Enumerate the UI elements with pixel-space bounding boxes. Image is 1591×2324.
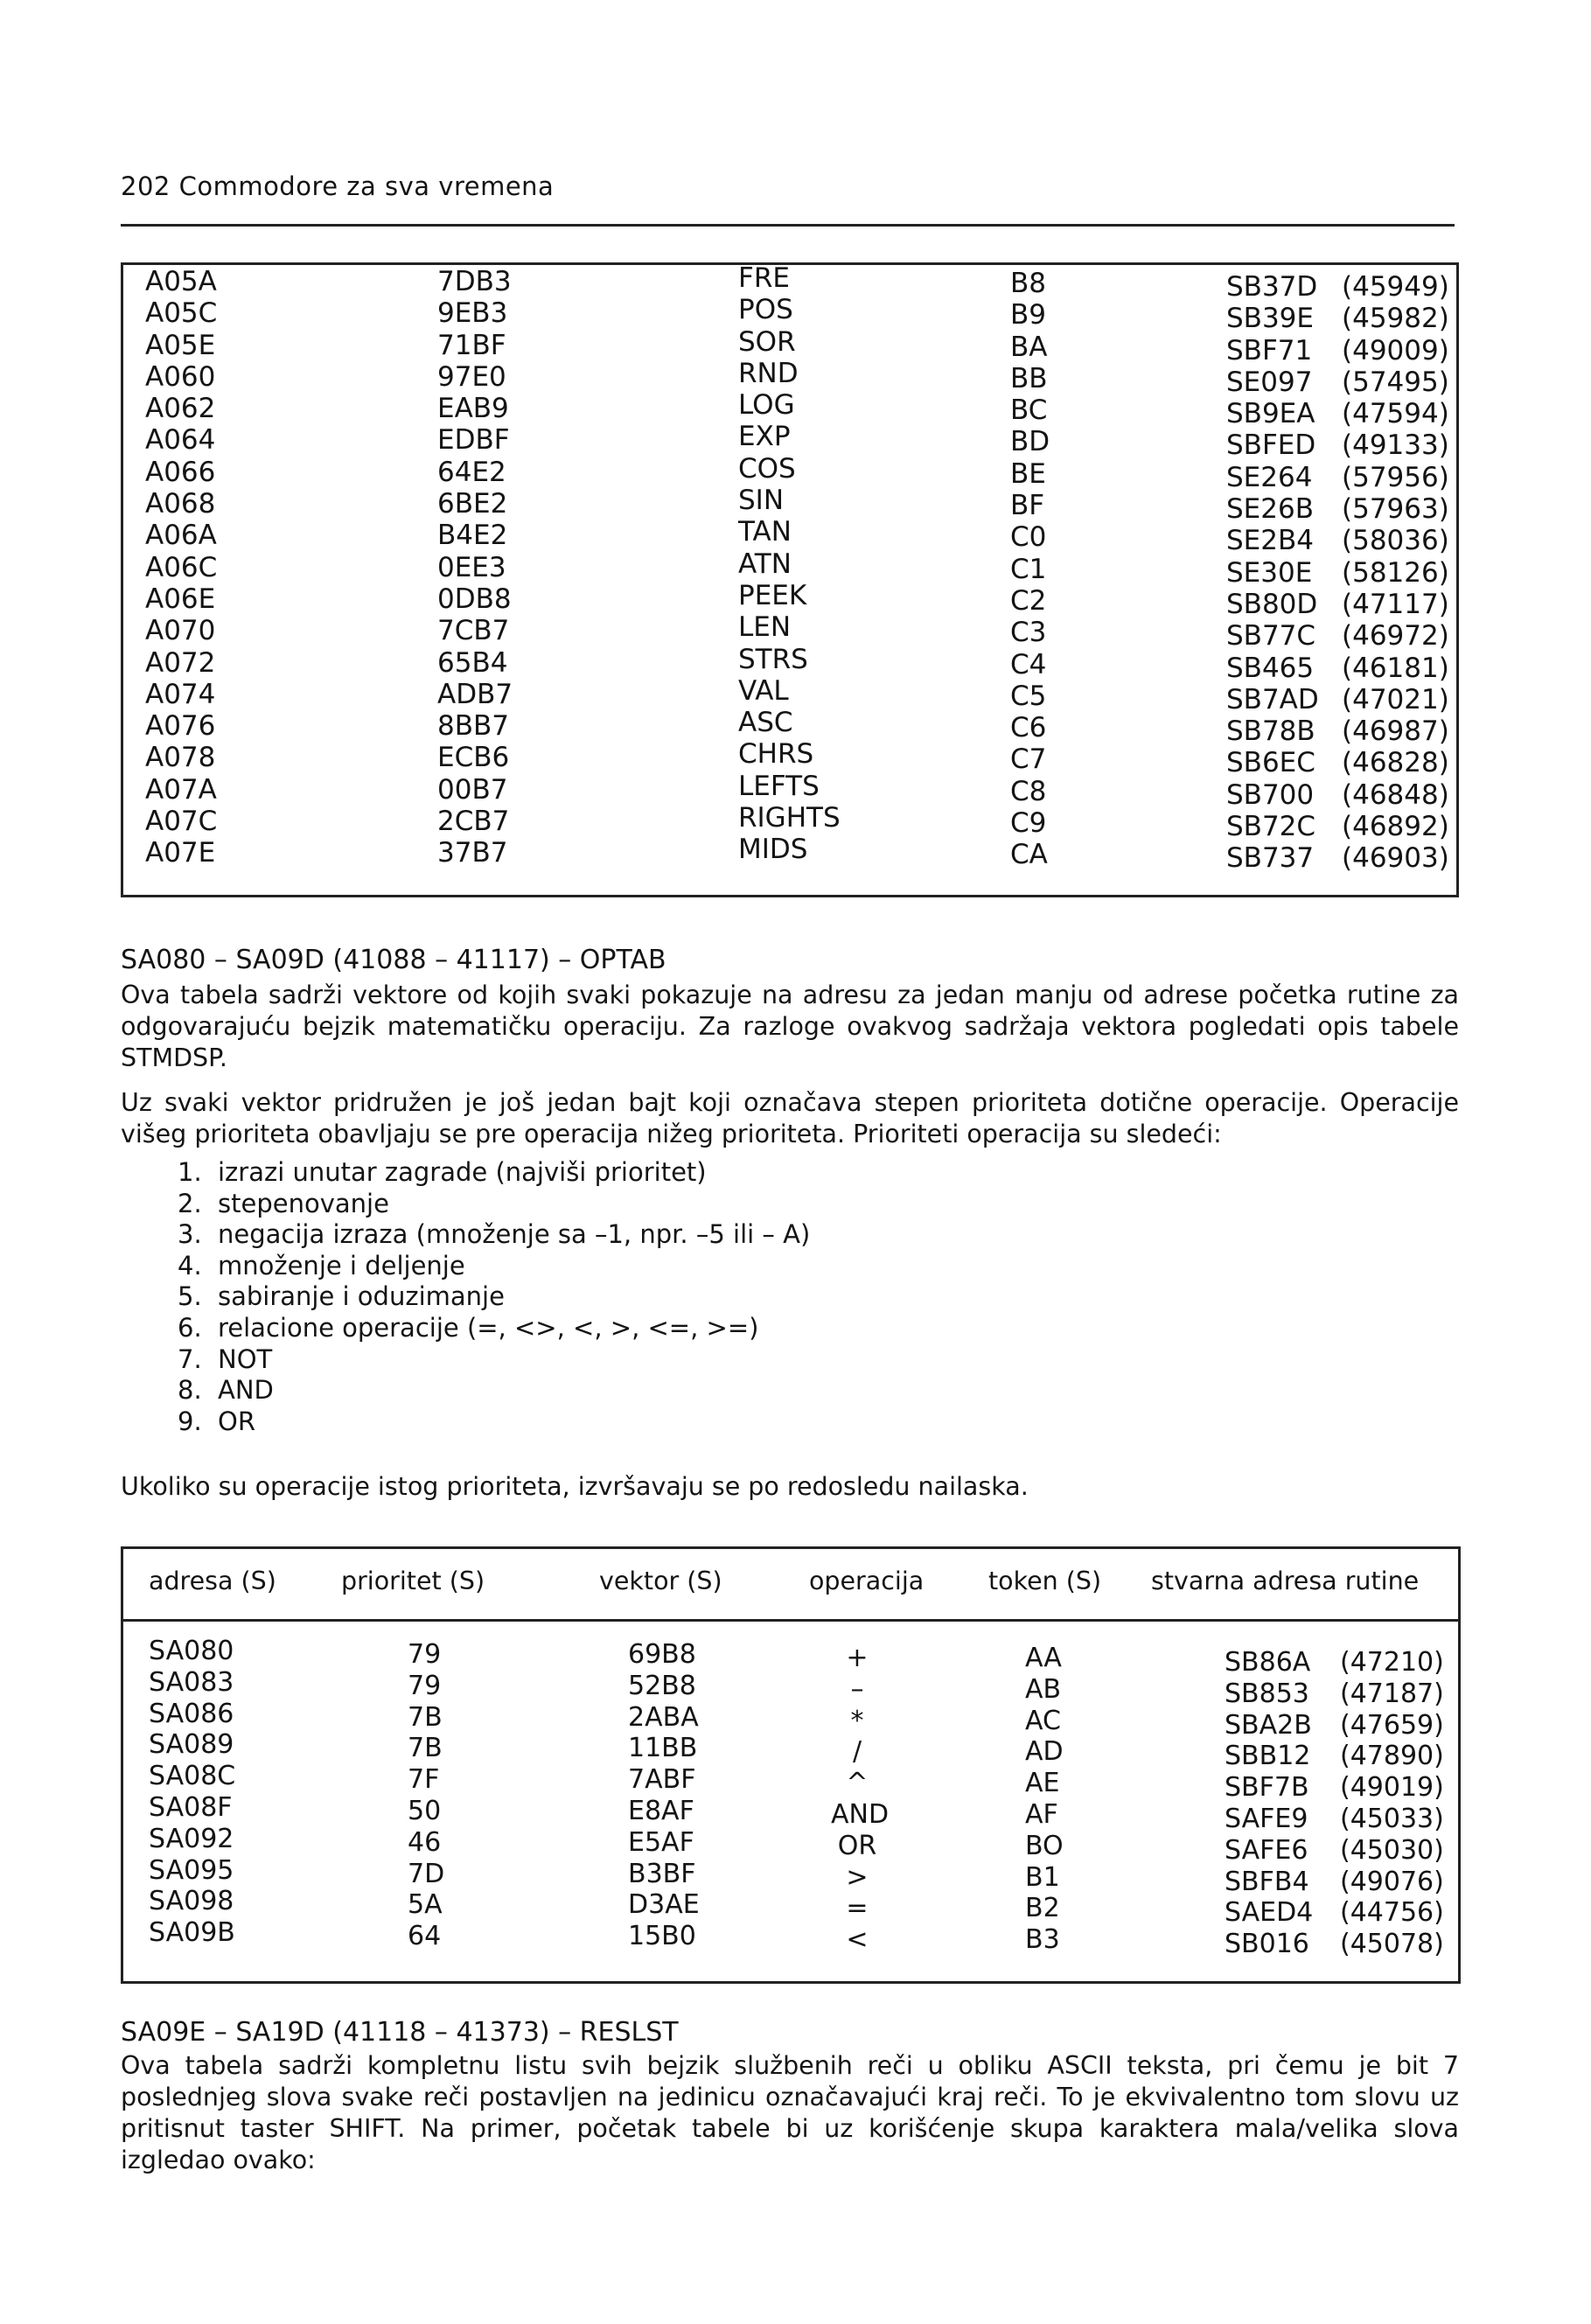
cell-op-vector: 15B0 [628, 1921, 696, 1952]
column-op-routine [1225, 1647, 1444, 1960]
list-text: AND [218, 1375, 274, 1406]
routine-hex: SE26B [1226, 493, 1314, 526]
cell-op-vector: E8AF [628, 1795, 694, 1826]
cell-token: C2 [1010, 584, 1047, 617]
cell-routine [1226, 557, 1449, 589]
cell-vector: B4E2 [437, 520, 508, 552]
routine-hex: SBF7B [1225, 1772, 1309, 1804]
list-text: stepenovanje [218, 1188, 389, 1218]
cell-routine [1226, 366, 1449, 398]
list-text: OR [218, 1406, 255, 1436]
cell-op-vector: 69B8 [628, 1639, 696, 1670]
list-text: NOT [218, 1343, 273, 1374]
list-text: množenje i deljenje [218, 1250, 465, 1281]
column-routine-address [1226, 271, 1449, 875]
cell-function-name: COS [738, 452, 796, 485]
cell-op-operation: – [850, 1673, 864, 1705]
list-number: 5. [178, 1281, 202, 1312]
cell-op-address: SA08F [149, 1791, 233, 1823]
cell-op-address: SA092 [149, 1823, 234, 1854]
list-item [178, 1219, 810, 1251]
routine-decimal: (44756) [1340, 1897, 1444, 1929]
cell-op-priority: 5A [408, 1889, 443, 1921]
routine-hex: SE30E [1226, 556, 1313, 589]
cell-op-token: B2 [1025, 1893, 1060, 1924]
routine-decimal: (46972) [1342, 620, 1449, 653]
cell-op-priority: 79 [408, 1670, 442, 1701]
cell-op-operation: < [846, 1924, 869, 1956]
cell-address: A078 [145, 742, 216, 774]
routine-hex: SB39E [1226, 303, 1314, 335]
cell-token: BB [1010, 362, 1048, 394]
cell-routine [1226, 271, 1449, 303]
list-number: 1. [178, 1157, 202, 1187]
cell-op-operation: OR [837, 1830, 877, 1861]
cell-token: BA [1010, 331, 1048, 363]
cell-op-address: SA08C [149, 1761, 236, 1792]
cell-op-operation: AND [831, 1798, 890, 1830]
routine-decimal: (47021) [1342, 683, 1449, 715]
cell-op-address: SA09B [149, 1917, 235, 1949]
cell-op-address: SA080 [149, 1636, 234, 1666]
cell-address: A076 [145, 710, 216, 743]
cell-function-name: TAN [738, 516, 792, 548]
cell-function-name: SIN [738, 485, 785, 517]
header-priority: prioritet (S) [341, 1567, 485, 1595]
column-token [1010, 268, 1050, 871]
list-item [178, 1157, 810, 1189]
routine-decimal: (47117) [1342, 588, 1449, 620]
cell-vector: 0DB8 [437, 583, 512, 615]
cell-token: BC [1010, 394, 1048, 427]
cell-function-name: RND [738, 357, 799, 389]
cell-routine [1226, 589, 1449, 620]
routine-hex: SAFE9 [1225, 1803, 1308, 1834]
routine-hex: SAFE6 [1225, 1834, 1308, 1866]
routine-decimal: (47187) [1340, 1678, 1444, 1709]
cell-op-operation: / [852, 1736, 862, 1768]
cell-op-address: SA089 [149, 1729, 234, 1761]
cell-routine [1226, 653, 1449, 684]
cell-op-routine [1225, 1772, 1444, 1804]
list-item [178, 1375, 810, 1406]
cell-op-token: AF [1025, 1798, 1058, 1830]
cell-function-name: LEN [738, 611, 792, 644]
cell-address: A06A [145, 520, 217, 552]
routine-hex: SBA2B [1225, 1709, 1312, 1741]
routine-hex: SBFED [1226, 429, 1316, 462]
cell-op-priority: 64 [408, 1921, 442, 1952]
cell-function-name: LEFTS [738, 770, 820, 802]
cell-token: C6 [1010, 712, 1047, 744]
cell-op-token: AC [1025, 1705, 1061, 1736]
routine-decimal: (49019) [1340, 1772, 1444, 1804]
running-header [121, 171, 554, 201]
cell-vector: 37B7 [437, 837, 508, 869]
cell-op-operation: * [850, 1705, 864, 1736]
cell-function-name: RIGHTS [738, 802, 841, 834]
list-item [178, 1189, 810, 1220]
cell-token: C9 [1010, 807, 1047, 840]
cell-op-priority: 79 [408, 1639, 442, 1670]
cell-op-operation: = [846, 1893, 869, 1924]
optab-title: SA080 – SA09D (41088 – 41117) – OPTAB [121, 945, 666, 975]
list-item [178, 1344, 810, 1376]
routine-decimal: (47659) [1340, 1709, 1444, 1741]
cell-op-routine [1225, 1804, 1444, 1835]
cell-token: C4 [1010, 648, 1047, 680]
routine-decimal: (45078) [1340, 1929, 1444, 1960]
cell-vector: 65B4 [437, 646, 508, 679]
routine-decimal: (45949) [1342, 271, 1449, 303]
cell-function-name: FRE [738, 262, 790, 294]
cell-op-token: AB [1025, 1673, 1062, 1705]
optab-paragraph-1: Ova tabela sadrži vektore od kojih svaki pokazuje na adresu za jedan manju od adrese početka rutine za odgovarajuću bejzik matematičku operaciju. Za razloge ovakvog sadržaja vektora pogledati opis tabele STMDSP. [121, 981, 1459, 1072]
cell-routine [1226, 303, 1449, 334]
optab-paragraph-3: Ukoliko su operacije istog prioriteta, izvršavaju se po redosledu nailaska. [121, 1472, 1029, 1501]
cell-op-address: SA086 [149, 1698, 234, 1729]
cell-address: A060 [145, 360, 216, 393]
cell-function-name: CHRS [738, 738, 814, 771]
list-text: izrazi unutar zagrade (najviši prioritet) [218, 1157, 707, 1187]
cell-routine [1226, 429, 1449, 461]
cell-op-vector: 11BB [628, 1733, 698, 1764]
cell-vector: ECB6 [437, 742, 510, 774]
routine-hex: SB72C [1226, 811, 1316, 843]
list-item [178, 1406, 810, 1438]
cell-token: C8 [1010, 775, 1047, 807]
routine-hex: SB6EC [1226, 747, 1315, 779]
cell-routine [1226, 747, 1449, 778]
cell-op-address: SA083 [149, 1666, 234, 1698]
cell-routine [1226, 779, 1449, 811]
routine-hex: SBFB4 [1225, 1866, 1309, 1897]
cell-op-routine [1225, 1710, 1444, 1741]
cell-address: A05E [145, 329, 216, 361]
cell-op-priority: 7B [408, 1733, 443, 1764]
cell-address: A05A [145, 266, 217, 297]
cell-token: B9 [1010, 299, 1046, 332]
cell-token: B8 [1010, 268, 1046, 299]
cell-address: A07A [145, 773, 217, 806]
cell-routine [1226, 811, 1449, 842]
cell-address: A07C [145, 806, 218, 838]
cell-op-routine [1225, 1929, 1444, 1960]
cell-op-priority: 7D [408, 1858, 445, 1889]
list-item [178, 1313, 810, 1344]
routine-hex: SE097 [1226, 366, 1313, 398]
list-item [178, 1281, 810, 1313]
cell-vector: EAB9 [437, 393, 509, 425]
routine-decimal: (58126) [1342, 556, 1449, 589]
cell-op-vector: 52B8 [628, 1670, 696, 1701]
cell-vector: 0EE3 [437, 551, 506, 583]
routine-hex: SB465 [1226, 652, 1315, 684]
cell-address: A072 [145, 646, 216, 679]
cell-op-vector: B3BF [628, 1858, 696, 1889]
header-address: adresa (S) [149, 1567, 276, 1595]
cell-address: A066 [145, 456, 216, 488]
cell-op-address: SA095 [149, 1854, 234, 1886]
cell-address: A06C [145, 551, 218, 583]
cell-vector: ADB7 [437, 678, 513, 710]
list-number: 7. [178, 1343, 202, 1374]
column-vector [437, 266, 513, 869]
list-number: 3. [178, 1219, 202, 1250]
routine-decimal: (47210) [1340, 1647, 1444, 1678]
routine-decimal: (46903) [1342, 842, 1449, 875]
cell-token: C1 [1010, 553, 1047, 585]
cell-function-name: ATN [738, 548, 792, 580]
cell-vector: 7CB7 [437, 615, 510, 647]
cell-address: A070 [145, 615, 216, 647]
list-number: 2. [178, 1188, 202, 1218]
routine-decimal: (49133) [1342, 429, 1449, 462]
column-op-vector [628, 1639, 700, 1952]
routine-decimal: (57495) [1342, 366, 1449, 398]
routine-hex: SB77C [1226, 620, 1316, 653]
cell-vector: 8BB7 [437, 710, 509, 743]
list-number: 8. [178, 1375, 202, 1406]
header-operation: operacija [809, 1567, 925, 1595]
cell-op-token: AA [1025, 1643, 1062, 1673]
list-number: 6. [178, 1312, 202, 1343]
cell-op-priority: 50 [408, 1795, 442, 1826]
routine-hex: SBB12 [1225, 1741, 1311, 1772]
cell-token: C0 [1010, 521, 1047, 554]
cell-token: C5 [1010, 680, 1047, 712]
table2-header-rule [122, 1619, 1458, 1622]
cell-op-routine [1225, 1647, 1444, 1678]
cell-routine [1226, 525, 1449, 556]
cell-vector: 7DB3 [437, 266, 512, 297]
cell-vector: 9EB3 [437, 297, 508, 330]
routine-hex: SB78B [1226, 715, 1315, 748]
column-op-priority [408, 1639, 444, 1952]
header-token: token (S) [988, 1567, 1102, 1595]
routine-decimal: (45982) [1342, 303, 1449, 335]
cell-op-routine [1225, 1835, 1444, 1867]
cell-token: C7 [1010, 743, 1047, 776]
cell-vector: 71BF [437, 329, 506, 361]
cell-op-routine [1225, 1741, 1444, 1772]
routine-hex: SB7AD [1226, 683, 1319, 715]
cell-token: CA [1010, 839, 1048, 871]
cell-op-routine [1225, 1867, 1444, 1898]
routine-decimal: (47594) [1342, 398, 1449, 430]
cell-function-name: PEEK [738, 579, 807, 611]
routine-decimal: (49009) [1342, 334, 1449, 366]
cell-address: A05C [145, 297, 218, 330]
cell-op-priority: 7B [408, 1701, 443, 1733]
routine-decimal: (46828) [1342, 747, 1449, 779]
cell-op-operation: > [846, 1861, 869, 1893]
cell-routine [1226, 335, 1449, 366]
routine-decimal: (46987) [1342, 715, 1449, 748]
routine-decimal: (45033) [1340, 1803, 1444, 1834]
header-vector: vektor (S) [599, 1567, 722, 1595]
routine-decimal: (57956) [1342, 461, 1449, 493]
optab-paragraph-2: Uz svaki vektor pridružen je još jedan bajt koji označava stepen prioriteta dotične operacije. Operacije višeg prioriteta obavljaju se pre operacija nižeg prioriteta. Prioriteti operacija su sledeći: [121, 1088, 1459, 1148]
cell-function-name: VAL [738, 674, 789, 707]
cell-vector: 64E2 [437, 456, 506, 488]
cell-op-routine [1225, 1678, 1444, 1710]
cell-address: A07E [145, 837, 216, 869]
routine-hex: SE264 [1226, 461, 1313, 493]
cell-op-vector: 7ABF [628, 1764, 696, 1796]
list-item [178, 1251, 810, 1282]
routine-hex: SB9EA [1226, 398, 1315, 430]
column-op-operation [831, 1643, 890, 1956]
cell-routine [1226, 398, 1449, 429]
cell-op-routine [1225, 1897, 1444, 1929]
cell-op-operation: ^ [846, 1768, 869, 1799]
cell-address: A074 [145, 678, 216, 710]
cell-function-name: LOG [738, 389, 795, 422]
cell-routine [1226, 842, 1449, 874]
column-function-name [738, 262, 841, 866]
routine-hex: SB737 [1226, 842, 1315, 875]
list-text: negacija izraza (množenje sa –1, npr. –5 ili – A) [218, 1219, 811, 1250]
cell-routine [1226, 462, 1449, 493]
cell-vector: EDBF [437, 424, 510, 457]
cell-op-vector: 2ABA [628, 1701, 699, 1733]
cell-function-name: STRS [738, 643, 808, 675]
list-text: relacione operacije (=, <>, <, >, <=, >=) [218, 1312, 759, 1343]
routine-hex: SB853 [1225, 1678, 1309, 1709]
header-rule [121, 224, 1455, 227]
routine-decimal: (46892) [1342, 811, 1449, 843]
cell-vector: 2CB7 [437, 806, 510, 838]
routine-hex: SB80D [1226, 588, 1318, 620]
routine-decimal: (45030) [1340, 1834, 1444, 1866]
cell-function-name: EXP [738, 421, 791, 453]
routine-hex: SB37D [1226, 271, 1318, 303]
cell-vector: 6BE2 [437, 488, 508, 520]
cell-function-name: MIDS [738, 834, 808, 866]
cell-op-token: BO [1025, 1830, 1064, 1861]
cell-op-token: AE [1025, 1768, 1060, 1799]
reslst-title: SA09E – SA19D (41118 – 41373) – RESLST [121, 2017, 679, 2048]
cell-token: BE [1010, 457, 1046, 490]
cell-routine [1226, 493, 1449, 525]
routine-hex: SB700 [1226, 778, 1315, 811]
routine-hex: SB86A [1225, 1647, 1311, 1678]
cell-op-token: B1 [1025, 1861, 1060, 1893]
cell-address: A068 [145, 488, 216, 520]
cell-op-address: SA098 [149, 1886, 234, 1917]
cell-address: A064 [145, 424, 216, 457]
book-title: Commodore za sva vremena [178, 171, 555, 201]
routine-decimal: (49076) [1340, 1866, 1444, 1897]
column-op-address [149, 1636, 235, 1949]
list-text: sabiranje i oduzimanje [218, 1281, 505, 1312]
reslst-paragraph: Ova tabela sadrži kompletnu listu svih bejzik službenih reči u obliku ASCII teksta, pri čemu je bit 7 poslednjeg slova svake reči postavljen na jedinicu označavajući kraj reči. To je ekvivalentno tom slovu uz pritisnut taster SHIFT. Na primer, početak tabele bi uz korišćenje skupa karaktera mala/velika slova izgledao ovako: [121, 2051, 1459, 2174]
cell-op-priority: 7F [408, 1764, 440, 1796]
routine-decimal: (47890) [1340, 1741, 1444, 1772]
cell-token: BD [1010, 426, 1050, 458]
list-number: 9. [178, 1406, 202, 1436]
routine-decimal: (46848) [1342, 778, 1449, 811]
routine-hex: SAED4 [1225, 1897, 1314, 1929]
routine-decimal: (46181) [1342, 652, 1449, 684]
cell-op-operation: + [846, 1643, 869, 1673]
routine-hex: SE2B4 [1226, 525, 1314, 557]
cell-op-token: AD [1025, 1736, 1064, 1768]
cell-routine [1226, 715, 1449, 747]
cell-address: A06E [145, 583, 216, 615]
routine-decimal: (57963) [1342, 493, 1449, 526]
cell-vector: 97E0 [437, 360, 506, 393]
header-routine: stvarna adresa rutine [1151, 1567, 1420, 1595]
column-op-token [1025, 1643, 1064, 1956]
cell-function-name: POS [738, 294, 793, 326]
routine-decimal: (58036) [1342, 525, 1449, 557]
priority-list [178, 1157, 810, 1437]
cell-vector: 00B7 [437, 773, 508, 806]
cell-token: C3 [1010, 617, 1047, 649]
cell-function-name: SOR [738, 325, 796, 358]
cell-op-vector: E5AF [628, 1826, 694, 1858]
cell-routine [1226, 620, 1449, 652]
page-number: 202 [121, 171, 171, 201]
cell-op-token: B3 [1025, 1924, 1060, 1956]
routine-hex: SB016 [1225, 1929, 1309, 1960]
cell-function-name: ASC [738, 707, 793, 739]
cell-op-vector: D3AE [628, 1889, 700, 1921]
column-address [145, 266, 217, 869]
cell-op-priority: 46 [408, 1826, 442, 1858]
routine-hex: SBF71 [1226, 334, 1313, 366]
cell-address: A062 [145, 393, 216, 425]
cell-routine [1226, 684, 1449, 715]
cell-token: BF [1010, 490, 1045, 522]
list-number: 4. [178, 1250, 202, 1281]
